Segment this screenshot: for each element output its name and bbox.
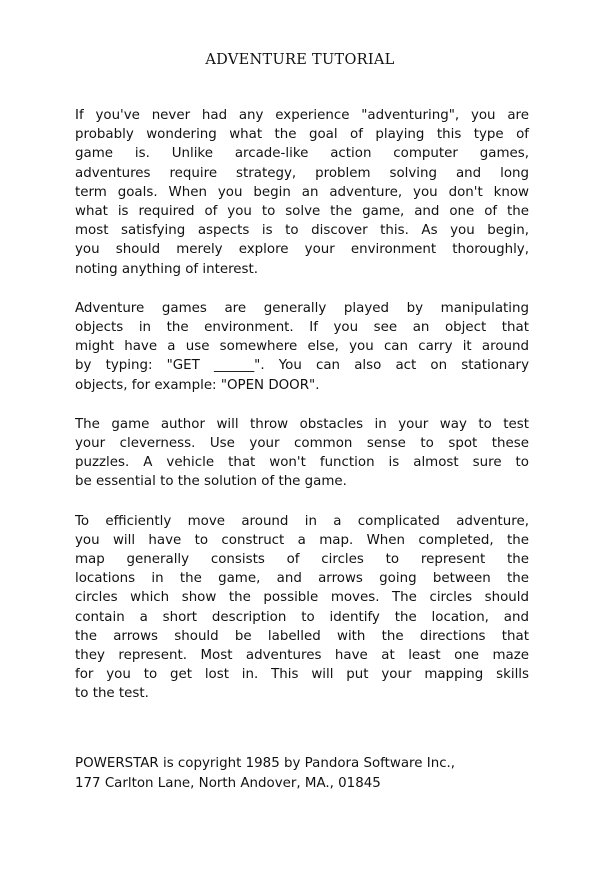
text-line: To efficiently move around in a complicated adventure, [75,513,529,529]
text-line: contain a short description to identify the location, and [75,609,529,625]
address-line: 177 Carlton Lane, North Andover, MA., 01845 [75,776,381,791]
text-line: you should merely explore your environment thoroughly, [75,242,529,258]
paragraph-obstacles [75,415,529,492]
text-line: Adventure games are generally played by manipulating [75,300,529,316]
page-title: ADVENTURE TUTORIAL [205,52,395,68]
text-line: map generally consists of circles to represent the [75,552,529,568]
text-line: puzzles. A vehicle that won't function is almost sure to [75,455,529,471]
paragraph-objects [75,299,529,395]
copyright-line: POWERSTAR is copyright 1985 by Pandora Software Inc., [75,756,456,771]
text-line: objects, for example: "OPEN DOOR". [75,377,320,393]
document-body [75,106,529,724]
text-line: might have a use somewhere else, you can carry it around [75,339,529,355]
text-line: The game author will throw obstacles in your way to test [75,416,529,432]
text-line: term goals. When you begin an adventure, you don't know [75,184,529,200]
text-line: the arrows should be labelled with the directions that [75,628,529,644]
text-line: If you've never had any experience "adventuring", you are [75,108,529,123]
text-line: circles which show the possible moves. The circles should [75,590,529,606]
text-line: for you to get lost in. This will put your mapping skills [75,667,529,683]
text-line: to the test. [75,686,149,702]
text-line: you will have to construct a map. When completed, the [75,532,529,548]
text-line: probably wondering what the goal of playing this type of [75,127,529,143]
text-line: your cleverness. Use your common sense to spot these [75,436,529,452]
paragraph-mapping [75,512,529,704]
text-line: they represent. Most adventures have at least one maze [75,648,529,664]
text-line: noting anything of interest. [75,261,259,277]
text-line: by typing: "GET ______". You can also act on stationary [75,358,529,374]
text-line: adventures require strategy, problem solving and long [75,165,529,181]
paragraph-intro [75,106,529,279]
text-line: locations in the game, and arrows going between the [75,571,529,587]
text-line: game is. Unlike arcade-like action computer games, [75,146,529,162]
text-line: objects in the environment. If you see an object that [75,320,529,336]
text-line: most satisfying aspects is to discover this. As you begin, [75,223,529,239]
text-line: what is required of you to solve the game, and one of the [75,204,529,220]
copyright-footer [75,754,535,794]
text-line: be essential to the solution of the game. [75,474,347,490]
